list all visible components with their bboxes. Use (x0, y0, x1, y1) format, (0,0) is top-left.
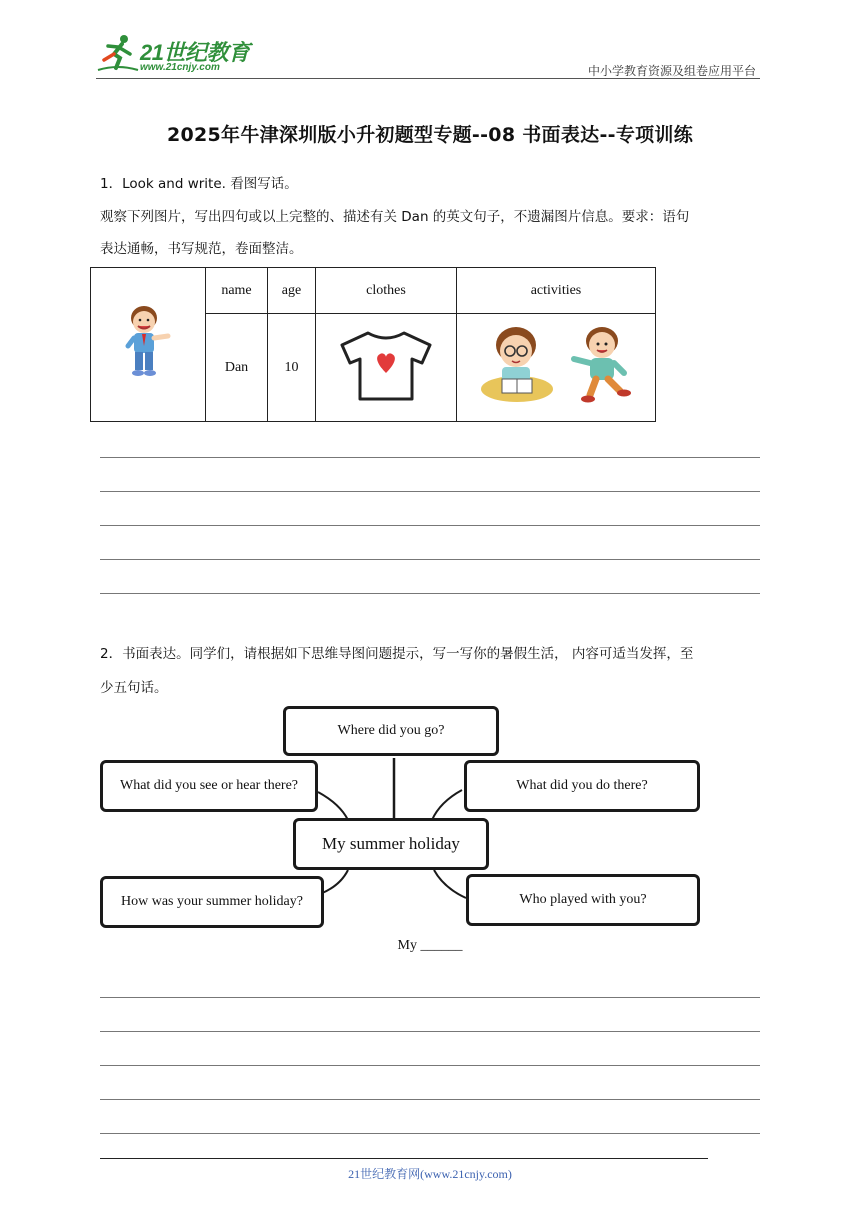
answer-line (100, 593, 760, 594)
reading-boy-icon (478, 323, 556, 407)
header-clothes: clothes (316, 268, 457, 314)
logo-text: 21世纪教育 (140, 40, 250, 65)
footer-link[interactable]: 21世纪教育网(www.21cnjy.com) (348, 1167, 512, 1181)
logo-url: www.21cnjy.com (140, 62, 220, 73)
q1-instruction-line1: 观察下列图片，写出四句或以上完整的、描述有关 Dan 的英文句子，不遗漏图片信息。要求：语句 (100, 209, 690, 225)
q1-heading: 1．Look and write. 看图写话。 (100, 176, 298, 192)
logo (96, 34, 266, 76)
page-title: 2025年牛津深圳版小升初题型专题--08 书面表达--专项训练 (166, 124, 694, 146)
answer-line (100, 997, 760, 998)
header-site-name: 中小学教育资源及组卷应用平台 (587, 64, 756, 78)
q2-instruction-line2: 少五句话。 (100, 680, 168, 696)
cell-age: 10 (268, 314, 316, 422)
answer-line (100, 457, 760, 458)
header-divider (96, 78, 760, 79)
tshirt-heart-icon (338, 327, 434, 403)
footer-divider (100, 1158, 708, 1159)
answer-line (100, 1031, 760, 1032)
header-name: name (206, 268, 268, 314)
mindmap-node-right-bottom: Who played with you? (466, 874, 700, 926)
page-header (96, 30, 760, 80)
mindmap-node-top: Where did you go? (283, 706, 499, 756)
q1-instruction-line2: 表达通畅，书写规范，卷面整洁。 (100, 241, 303, 257)
q2-instruction-line1: 2．书面表达。同学们，请根据如下思维导图问题提示，写一写你的暑假生活， 内容可适当发挥，至 (100, 646, 694, 662)
runner-logo-icon (96, 34, 140, 74)
running-boy-icon (568, 323, 634, 407)
answer-line (100, 1133, 760, 1134)
answer-line (100, 525, 760, 526)
boy-picture-cell (91, 268, 206, 422)
mindmap-node-right-top: What did you do there? (464, 760, 700, 812)
cell-clothes (316, 314, 457, 422)
essay-title-blank: My ______ (397, 938, 463, 953)
cell-activities (457, 314, 656, 422)
answer-line (100, 559, 760, 560)
header-age: age (268, 268, 316, 314)
answer-line (100, 491, 760, 492)
boy-waving-icon (118, 302, 178, 382)
header-activities: activities (457, 268, 656, 314)
mindmap-node-left-bottom: How was your summer holiday? (100, 876, 324, 928)
answer-line (100, 1065, 760, 1066)
info-table (90, 267, 656, 422)
answer-line (100, 1099, 760, 1100)
mindmap-node-left-top: What did you see or hear there? (100, 760, 318, 812)
cell-name: Dan (206, 314, 268, 422)
mindmap-node-center: My summer holiday (293, 818, 489, 870)
